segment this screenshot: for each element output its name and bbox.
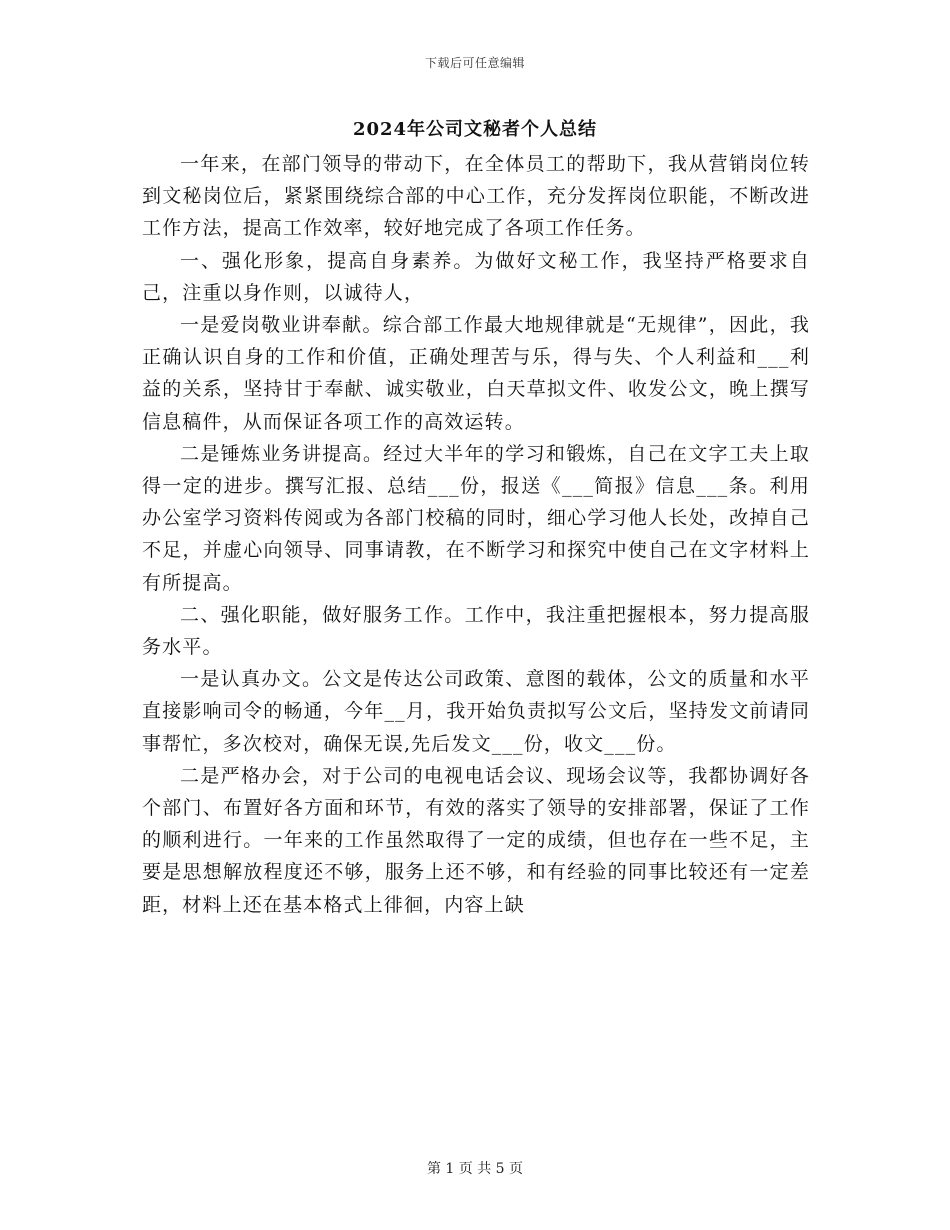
paragraph-skills: 二是锤炼业务讲提高。经过大半年的学习和锻炼，自己在文字工夫上取得一定的进步。撰写汇报、总结___份，报送《___简报》信息___条。利用办公室学习资料传阅或为各部门校稿的同时，细心学习他人长处，改掉自己不足，并虚心向领导、同事请教，在不断学习和探究中使自己在文字材料上有所提高。 [142, 442, 810, 594]
paragraph-section-1: 一、强化形象，提高自身素养。为做好文秘工作，我坚持严格要求自己，注重以身作则，以诚待人， [142, 249, 810, 304]
paragraph-documents: 一是认真办文。公文是传达公司政策、意图的载体，公文的质量和水平直接影响司令的畅通，今年__月，我开始负责拟写公文后，坚持发文前请同事帮忙，多次校对，确保无误,先后发文___份，收文___份。 [142, 668, 810, 755]
paragraph-intro: 一年来，在部门领导的带动下，在全体员工的帮助下，我从营销岗位转到文秘岗位后，紧紧围绕综合部的中心工作，充分发挥岗位职能，不断改进工作方法，提高工作效率，较好地完成了各项工作任务。 [142, 153, 810, 240]
document-body [142, 148, 810, 1088]
document-title: 2024年公司文秘者个人总结 [352, 119, 598, 140]
paragraph-meetings: 二是严格办会，对于公司的电视电话会议、现场会议等，我都协调好各个部门、布置好各方面和环节，有效的落实了领导的安排部署，保证了工作的顺利进行。一年来的工作虽然取得了一定的成绩，但也存在一些不足，主要是思想解放程度还不够，服务上还不够，和有经验的同事比较还有一定差距，材料上还在基本格式上徘徊，内容上缺 [142, 764, 810, 916]
page-number: 第 1 页 共 5 页 [426, 1161, 524, 1177]
paragraph-dedication: 一是爱岗敬业讲奉献。综合部工作最大地规律就是“无规律”，因此，我正确认识自身的工作和价值，正确处理苦与乐，得与失、个人利益和___利益的关系，坚持甘于奉献、诚实敬业，白天草拟文件、收发公文，晚上撰写信息稿件，从而保证各项工作的高效运转。 [142, 314, 810, 433]
header-note: 下载后可任意编辑 [424, 56, 525, 70]
paragraph-section-2: 二、强化职能，做好服务工作。工作中，我注重把握根本，努力提高服务水平。 [142, 603, 810, 659]
